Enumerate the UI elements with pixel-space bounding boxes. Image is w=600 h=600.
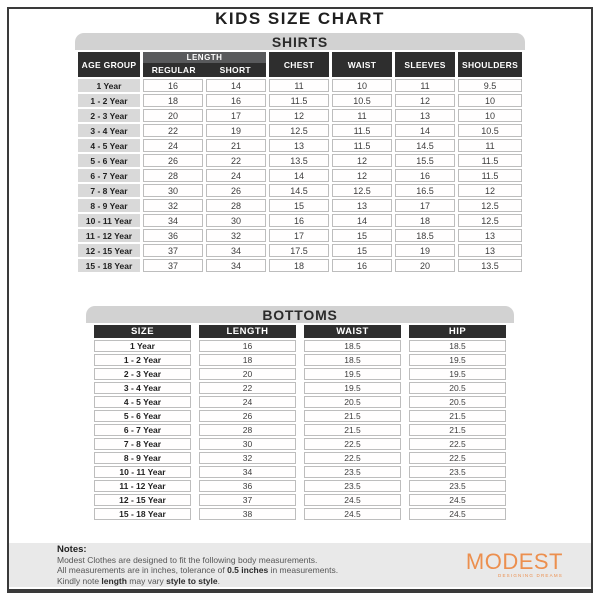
value-cell: 26	[199, 410, 296, 422]
row-label-cell: 3 - 4 Year	[94, 382, 191, 394]
value-cell: 16	[269, 214, 329, 227]
shirts-table-body	[78, 79, 522, 272]
value-cell: 22	[143, 124, 203, 137]
value-cell: 12	[458, 184, 522, 197]
column-header-size: SIZE	[94, 325, 191, 338]
value-cell: 12.5	[269, 124, 329, 137]
value-cell: 9.5	[458, 79, 522, 92]
row-label-cell: 5 - 6 Year	[78, 154, 140, 167]
table-row	[94, 396, 506, 408]
table-row	[94, 508, 506, 520]
value-cell: 15	[332, 229, 392, 242]
shirts-section	[75, 33, 525, 274]
value-cell: 34	[199, 466, 296, 478]
value-cell: 21.5	[409, 410, 506, 422]
value-cell: 10.5	[458, 124, 522, 137]
row-label-cell: 1 - 2 Year	[94, 354, 191, 366]
notes-line-1: Modest Clothes are designed to fit the following body measurements.	[57, 554, 318, 565]
value-cell: 18.5	[395, 229, 455, 242]
notes-heading: Notes:	[57, 543, 87, 555]
value-cell: 20.5	[409, 396, 506, 408]
value-cell: 11	[458, 139, 522, 152]
value-cell: 12.5	[458, 214, 522, 227]
value-cell: 14.5	[269, 184, 329, 197]
value-cell: 24.5	[409, 494, 506, 506]
value-cell: 32	[199, 452, 296, 464]
value-cell: 23.5	[304, 480, 401, 492]
column-header-short: SHORT	[219, 65, 251, 75]
value-cell: 19.5	[304, 368, 401, 380]
row-label-cell: 12 - 15 Year	[94, 494, 191, 506]
logo-tagline: DESIGNING DREAMS	[498, 573, 563, 578]
value-cell: 23.5	[409, 466, 506, 478]
row-label-cell: 10 - 11 Year	[94, 466, 191, 478]
value-cell: 34	[143, 214, 203, 227]
row-label-cell: 10 - 11 Year	[78, 214, 140, 227]
row-label-cell: 3 - 4 Year	[78, 124, 140, 137]
table-row	[78, 259, 522, 272]
row-label-cell: 12 - 15 Year	[78, 244, 140, 257]
value-cell: 14.5	[395, 139, 455, 152]
value-cell: 32	[206, 229, 266, 242]
table-row	[94, 452, 506, 464]
value-cell: 37	[199, 494, 296, 506]
value-cell: 24	[206, 169, 266, 182]
table-row	[94, 340, 506, 352]
page-title: KIDS SIZE CHART	[215, 9, 385, 28]
row-label-cell: 7 - 8 Year	[78, 184, 140, 197]
row-label-cell: 4 - 5 Year	[94, 396, 191, 408]
table-row	[78, 184, 522, 197]
table-row	[94, 466, 506, 478]
table-row	[78, 109, 522, 122]
value-cell: 11.5	[269, 94, 329, 107]
value-cell: 11.5	[458, 154, 522, 167]
row-label-cell: 6 - 7 Year	[94, 424, 191, 436]
table-row	[78, 199, 522, 212]
value-cell: 17	[395, 199, 455, 212]
notes-line-3: Kindly note length may vary style to style.	[57, 575, 220, 586]
value-cell: 17	[206, 109, 266, 122]
table-row	[94, 424, 506, 436]
value-cell: 18	[269, 259, 329, 272]
value-cell: 22.5	[409, 438, 506, 450]
value-cell: 13	[458, 229, 522, 242]
value-cell: 24.5	[304, 508, 401, 520]
value-cell: 14	[332, 214, 392, 227]
value-cell: 21.5	[304, 410, 401, 422]
length-subheaders	[143, 63, 266, 77]
table-row	[78, 169, 522, 182]
value-cell: 28	[206, 199, 266, 212]
value-cell: 21.5	[409, 424, 506, 436]
notes-section	[9, 543, 591, 587]
table-row	[94, 368, 506, 380]
value-cell: 15	[332, 244, 392, 257]
value-cell: 12.5	[332, 184, 392, 197]
value-cell: 20	[395, 259, 455, 272]
table-row	[78, 139, 522, 152]
row-label-cell: 4 - 5 Year	[78, 139, 140, 152]
value-cell: 18	[199, 354, 296, 366]
value-cell: 18	[143, 94, 203, 107]
value-cell: 14	[395, 124, 455, 137]
table-row	[94, 382, 506, 394]
value-cell: 30	[199, 438, 296, 450]
value-cell: 20	[199, 368, 296, 380]
column-header-hip: HIP	[409, 325, 506, 338]
value-cell: 18	[395, 214, 455, 227]
value-cell: 13.5	[458, 259, 522, 272]
logo-wordmark: MODEST	[465, 549, 563, 574]
value-cell: 11.5	[332, 124, 392, 137]
value-cell: 16.5	[395, 184, 455, 197]
table-row	[78, 124, 522, 137]
value-cell: 13	[458, 244, 522, 257]
value-cell: 18.5	[304, 340, 401, 352]
value-cell: 13	[395, 109, 455, 122]
value-cell: 10	[458, 94, 522, 107]
bottoms-table-header	[94, 325, 506, 338]
value-cell: 12	[269, 109, 329, 122]
value-cell: 34	[206, 244, 266, 257]
value-cell: 16	[143, 79, 203, 92]
table-row	[78, 229, 522, 242]
value-cell: 15	[269, 199, 329, 212]
value-cell: 22.5	[304, 438, 401, 450]
value-cell: 17	[269, 229, 329, 242]
column-header-age-group: AGE GROUP	[78, 52, 140, 77]
value-cell: 28	[199, 424, 296, 436]
table-row	[94, 354, 506, 366]
row-label-cell: 8 - 9 Year	[94, 452, 191, 464]
value-cell: 24.5	[409, 508, 506, 520]
value-cell: 23.5	[409, 480, 506, 492]
column-header-sleeves: SLEEVES	[395, 52, 455, 77]
value-cell: 19.5	[304, 382, 401, 394]
value-cell: 13.5	[269, 154, 329, 167]
value-cell: 17.5	[269, 244, 329, 257]
value-cell: 20.5	[409, 382, 506, 394]
shirts-table-header	[78, 52, 522, 77]
column-header-length-group	[143, 52, 266, 77]
value-cell: 16	[206, 94, 266, 107]
value-cell: 16	[199, 340, 296, 352]
value-cell: 38	[199, 508, 296, 520]
value-cell: 10	[458, 109, 522, 122]
row-label-cell: 6 - 7 Year	[78, 169, 140, 182]
value-cell: 18.5	[409, 340, 506, 352]
value-cell: 14	[269, 169, 329, 182]
modest-logo	[465, 549, 591, 578]
value-cell: 24	[199, 396, 296, 408]
value-cell: 19	[206, 124, 266, 137]
table-row	[94, 410, 506, 422]
value-cell: 34	[206, 259, 266, 272]
value-cell: 37	[143, 259, 203, 272]
shirts-banner: SHIRTS	[75, 33, 525, 50]
notes-line-2: All measurements are in inches, tolerance of 0.5 inches in measurements.	[57, 565, 339, 576]
value-cell: 26	[206, 184, 266, 197]
notes-text	[9, 544, 338, 587]
value-cell: 19	[395, 244, 455, 257]
value-cell: 23.5	[304, 466, 401, 478]
row-label-cell: 7 - 8 Year	[94, 438, 191, 450]
shirts-table	[75, 50, 525, 274]
bottoms-table-body	[94, 340, 506, 520]
bottoms-header-row	[94, 325, 506, 338]
value-cell: 12.5	[458, 199, 522, 212]
value-cell: 22	[206, 154, 266, 167]
value-cell: 10	[332, 79, 392, 92]
value-cell: 19.5	[409, 368, 506, 380]
value-cell: 22.5	[304, 452, 401, 464]
value-cell: 21	[206, 139, 266, 152]
row-label-cell: 2 - 3 Year	[94, 368, 191, 380]
value-cell: 36	[199, 480, 296, 492]
column-header-waist: WAIST	[332, 52, 392, 77]
table-row	[78, 214, 522, 227]
value-cell: 19.5	[409, 354, 506, 366]
column-header-bottoms-waist: WAIST	[304, 325, 401, 338]
value-cell: 14	[206, 79, 266, 92]
row-label-cell: 2 - 3 Year	[78, 109, 140, 122]
table-row	[94, 438, 506, 450]
row-label-cell: 11 - 12 Year	[78, 229, 140, 242]
row-label-cell: 5 - 6 Year	[94, 410, 191, 422]
row-label-cell: 11 - 12 Year	[94, 480, 191, 492]
column-header-regular: REGULAR	[151, 65, 196, 75]
value-cell: 20	[143, 109, 203, 122]
value-cell: 10.5	[332, 94, 392, 107]
value-cell: 37	[143, 244, 203, 257]
value-cell: 12	[332, 169, 392, 182]
value-cell: 20.5	[304, 396, 401, 408]
value-cell: 26	[143, 154, 203, 167]
bottoms-banner: BOTTOMS	[86, 306, 514, 323]
value-cell: 11.5	[458, 169, 522, 182]
bottoms-table	[86, 323, 514, 522]
value-cell: 28	[143, 169, 203, 182]
row-label-cell: 15 - 18 Year	[78, 259, 140, 272]
value-cell: 12	[395, 94, 455, 107]
value-cell: 16	[332, 259, 392, 272]
value-cell: 24	[143, 139, 203, 152]
table-row	[78, 79, 522, 92]
value-cell: 12	[332, 154, 392, 167]
value-cell: 13	[269, 139, 329, 152]
row-label-cell: 15 - 18 Year	[94, 508, 191, 520]
value-cell: 11	[269, 79, 329, 92]
row-label-cell: 8 - 9 Year	[78, 199, 140, 212]
column-header-shoulders: SHOULDERS	[458, 52, 522, 77]
column-header-bottoms-length: LENGTH	[199, 325, 296, 338]
table-row	[78, 244, 522, 257]
column-header-length: LENGTH	[143, 52, 266, 63]
value-cell: 32	[143, 199, 203, 212]
bottoms-section	[86, 306, 514, 522]
value-cell: 36	[143, 229, 203, 242]
row-label-cell: 1 Year	[94, 340, 191, 352]
value-cell: 24.5	[304, 494, 401, 506]
table-row	[94, 494, 506, 506]
row-label-cell: 1 - 2 Year	[78, 94, 140, 107]
value-cell: 21.5	[304, 424, 401, 436]
table-row	[94, 480, 506, 492]
value-cell: 13	[332, 199, 392, 212]
value-cell: 22.5	[409, 452, 506, 464]
value-cell: 11	[395, 79, 455, 92]
table-row	[78, 154, 522, 167]
value-cell: 22	[199, 382, 296, 394]
value-cell: 30	[206, 214, 266, 227]
value-cell: 11.5	[332, 139, 392, 152]
value-cell: 30	[143, 184, 203, 197]
value-cell: 11	[332, 109, 392, 122]
value-cell: 15.5	[395, 154, 455, 167]
table-row	[78, 94, 522, 107]
value-cell: 18.5	[304, 354, 401, 366]
column-header-chest: CHEST	[269, 52, 329, 77]
row-label-cell: 1 Year	[78, 79, 140, 92]
shirts-header-row	[78, 52, 522, 77]
value-cell: 16	[395, 169, 455, 182]
